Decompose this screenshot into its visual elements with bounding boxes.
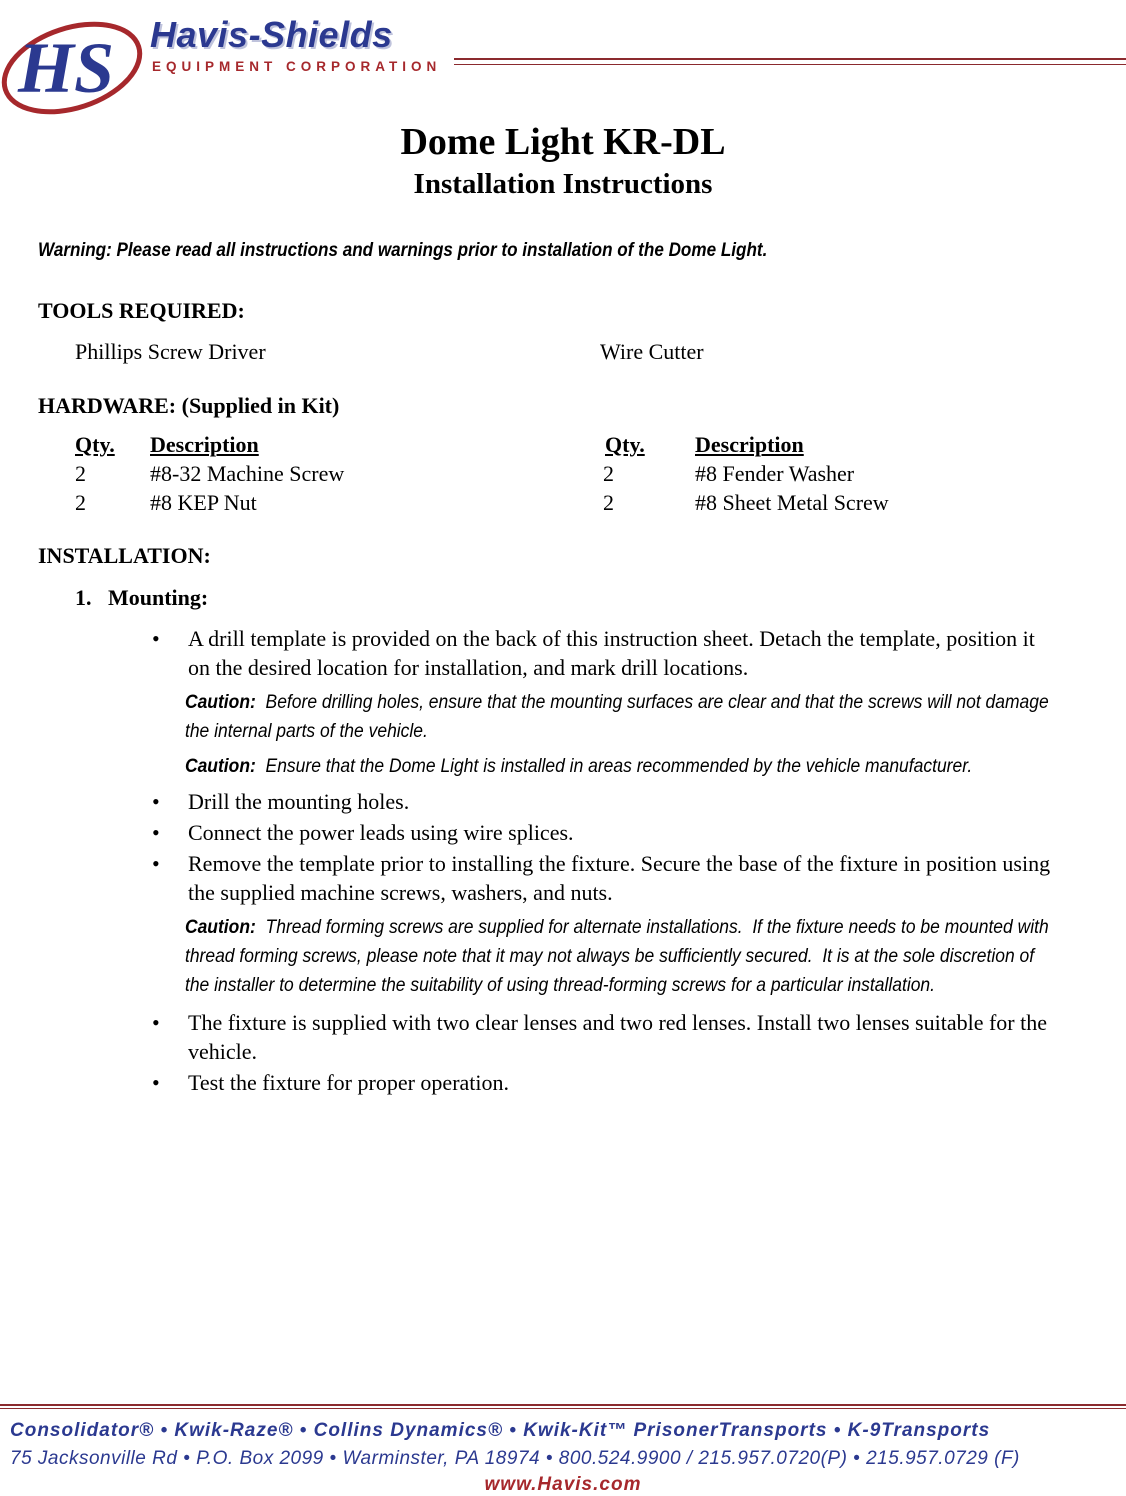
hardware-qty: 2 xyxy=(603,461,614,486)
caution-label: Caution: xyxy=(184,756,256,777)
bullet-item: • The fixture is supplied with two clear lenses and two red lenses. Install two lenses suitable for the vehicle. xyxy=(150,1008,1060,1066)
hardware-desc: #8 Sheet Metal Screw xyxy=(695,490,889,515)
bullet-item: • Drill the mounting holes. xyxy=(150,787,1060,816)
footer-brands: Consolidator® • Kwik-Raze® • Collins Dynamics® • Kwik-Kit™ PrisonerTransports • K-9Transports xyxy=(10,1420,991,1441)
caution-label: Caution: xyxy=(184,692,256,713)
brand-subtitle: EQUIPMENT CORPORATION xyxy=(152,59,442,74)
tool-item: Phillips Screw Driver xyxy=(75,339,266,364)
description-header: Description xyxy=(695,432,804,457)
footer-rule xyxy=(0,1404,1126,1406)
header-rule xyxy=(454,58,1126,60)
tools-heading: TOOLS REQUIRED: xyxy=(38,298,245,323)
footer-address: 75 Jacksonville Rd • P.O. Box 2099 • Warminster, PA 18974 • 800.524.9900 / 215.957.0720(P) • 215.957.0729 (F) xyxy=(10,1448,1020,1469)
warning-text: Warning: Please read all instructions and warnings prior to installation of the Dome Light. xyxy=(38,240,768,261)
caution-note xyxy=(150,688,1059,746)
bullet-item: • Test the fixture for proper operation. xyxy=(150,1068,1060,1097)
hardware-qty: 2 xyxy=(75,490,86,515)
document-subtitle: Installation Instructions xyxy=(413,168,713,200)
bullet-item: • Connect the power leads using wire splices. xyxy=(150,818,1060,847)
caution-label: Caution: xyxy=(184,917,256,938)
caution-text: Ensure that the Dome Light is installed in areas recommended by the vehicle manufacturer. xyxy=(255,756,973,777)
caution-note xyxy=(150,752,1059,781)
hardware-qty: 2 xyxy=(603,490,614,515)
caution-text: Before drilling holes, ensure that the mounting surfaces are clear and that the screws will not damage the internal parts of the vehicle. xyxy=(184,692,1054,742)
installation-heading: INSTALLATION: xyxy=(38,543,211,568)
hardware-heading: HARDWARE: (Supplied in Kit) xyxy=(38,393,340,418)
tool-item: Wire Cutter xyxy=(600,339,704,364)
hardware-desc: #8-32 Machine Screw xyxy=(150,461,345,486)
logo-monogram: HS xyxy=(18,28,115,108)
hardware-desc: #8 Fender Washer xyxy=(695,461,855,486)
company-logo xyxy=(0,14,150,118)
header-rule-thin xyxy=(454,64,1126,65)
hardware-qty: 2 xyxy=(75,461,86,486)
hardware-desc: #8 KEP Nut xyxy=(150,490,257,515)
bullet-item: • Remove the template prior to installing the fixture. Secure the base of the fixture in position using the supplied machine screws, washers, and nuts. xyxy=(150,849,1060,907)
document-title: Dome Light KR-DL xyxy=(400,121,726,163)
caution-note xyxy=(150,913,1059,1000)
bullet-item: • A drill template is provided on the back of this instruction sheet. Detach the template, position it on the desired location for installation, and mark drill locations. xyxy=(150,624,1060,682)
brand-name: Havis-Shields xyxy=(150,14,393,55)
description-header: Description xyxy=(150,432,259,457)
qty-header: Qty. xyxy=(605,432,645,457)
mounting-steps xyxy=(150,624,1060,1097)
qty-header: Qty. xyxy=(75,432,115,457)
step-mounting: 1. Mounting: xyxy=(75,585,209,610)
footer-website-link[interactable]: www.Havis.com xyxy=(484,1474,642,1495)
caution-text: Thread forming screws are supplied for alternate installations. If the fixture needs to be mounted with thread forming screws, please note that it may not always be sufficiently secured. It is at the sole discretion of the installer to determine the suitability of using thread-forming screws for a particular installation. xyxy=(184,917,1054,996)
footer-rule-thin xyxy=(0,1408,1126,1409)
